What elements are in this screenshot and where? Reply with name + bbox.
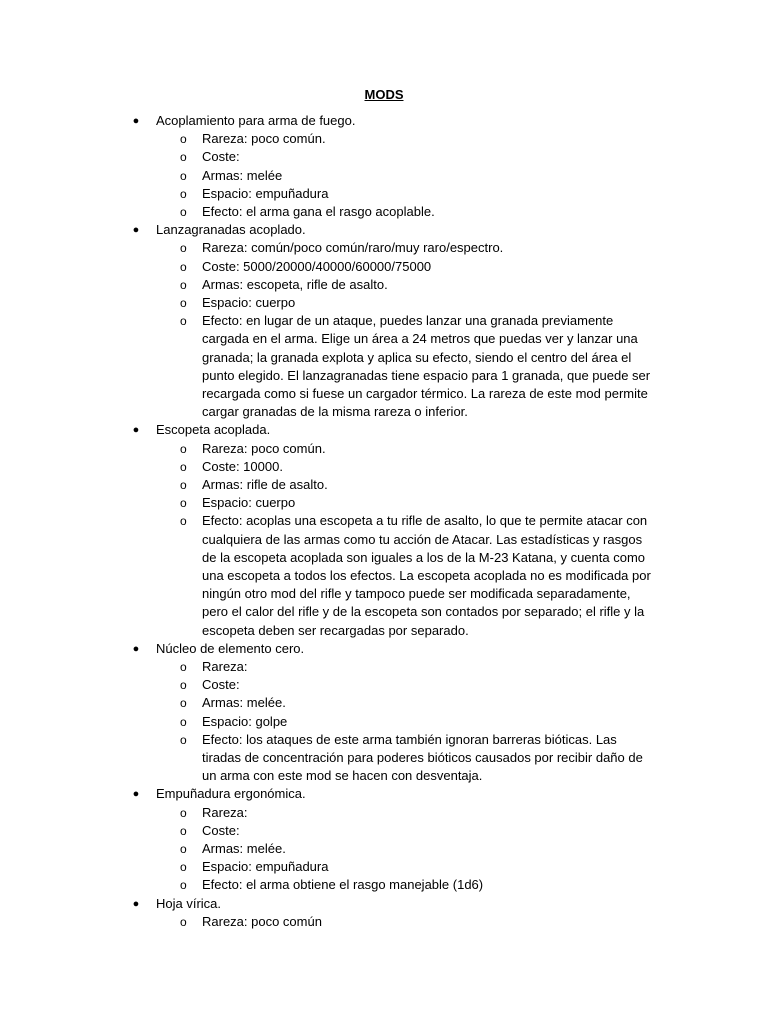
- mod-detail: [0, 512, 658, 639]
- mod-detail-text: Efecto: el arma gana el rasgo acoplable.: [202, 204, 435, 219]
- mod-detail: [0, 494, 658, 512]
- mod-detail-text: Rareza: poco común.: [202, 131, 326, 147]
- mod-detail: [0, 258, 658, 276]
- mod-detail-text: Efecto: en lugar de un ataque, puedes lanzar una granada previamente cargada en el arma. Elige un área a 24 metros que puedas ver y lanzar una granada; la granada explota y aplica su efecto, siendo el centro del área el punto elegido. El lanzagranadas tiene espacio para 1 granada, que puede ser recargada como si fuese un cargador térmico. La rareza de este mod permite cargar granadas de la misma rareza o inferior.: [202, 313, 651, 420]
- sub-bullet-icon: o: [180, 878, 187, 893]
- mod-detail: [0, 203, 658, 221]
- mod-detail: [0, 440, 658, 458]
- bullet-icon: ●: [132, 788, 140, 801]
- mod-detail: [0, 676, 658, 694]
- mod-detail: [0, 294, 658, 312]
- mod-entry: [0, 785, 768, 894]
- bullet-icon: ●: [132, 224, 140, 237]
- mod-entry: [0, 221, 768, 421]
- mod-detail-text: Espacio: cuerpo: [202, 295, 296, 310]
- sub-bullet-icon: o: [180, 459, 187, 474]
- mod-detail: [0, 185, 658, 203]
- mod-detail: [0, 658, 658, 676]
- mod-detail-text: Espacio: golpe: [202, 713, 288, 729]
- mod-name: Empuñadura ergonómica.: [156, 786, 306, 802]
- mod-detail: [0, 731, 658, 786]
- sub-bullet-icon: o: [180, 441, 187, 456]
- sub-bullet-icon: o: [180, 241, 187, 256]
- mod-detail: [0, 167, 658, 185]
- bullet-icon: ●: [132, 642, 140, 655]
- mod-detail: [0, 840, 658, 858]
- sub-bullet-icon: o: [180, 259, 187, 274]
- mod-name: Lanzagranadas acoplado.: [156, 222, 306, 238]
- mod-detail-text: Armas: melée.: [202, 695, 286, 711]
- mod-detail: [0, 148, 658, 166]
- mods-list: [0, 112, 768, 931]
- document-title: MODS: [364, 87, 404, 102]
- sub-bullet-icon: o: [180, 150, 187, 165]
- sub-bullet-icon: o: [180, 514, 187, 529]
- mod-detail-text: Armas: escopeta, rifle de asalto.: [202, 276, 388, 292]
- sub-bullet-icon: o: [180, 314, 187, 329]
- mod-detail-text: Rareza:: [202, 804, 248, 820]
- mod-detail-text: Rareza: poco común: [202, 913, 322, 929]
- mod-entry: [0, 112, 768, 221]
- sub-bullet-icon: o: [180, 132, 187, 147]
- mod-entry-header: [0, 895, 768, 913]
- mod-entry-header: [0, 640, 768, 658]
- mod-name: Acoplamiento para arma de fuego.: [156, 113, 356, 128]
- mod-name: Núcleo de elemento cero.: [156, 640, 305, 656]
- sub-bullet-icon: o: [180, 296, 187, 310]
- mod-detail-text: Rareza: común/poco común/raro/muy raro/espectro.: [202, 240, 504, 256]
- sub-bullet-icon: o: [180, 496, 187, 511]
- sub-bullet-icon: o: [180, 478, 187, 493]
- mod-detail: [0, 822, 658, 840]
- mod-detail-text: Coste:: [202, 822, 240, 838]
- sub-bullet-icon: o: [180, 805, 187, 820]
- mod-detail-text: Coste: 10000.: [202, 458, 283, 474]
- sub-bullet-icon: o: [180, 714, 187, 729]
- sub-bullet-icon: o: [180, 168, 187, 183]
- mod-entry-header: [0, 112, 768, 130]
- mod-detail: [0, 312, 658, 421]
- mod-detail: [0, 458, 658, 476]
- mod-detail-text: Armas: melée.: [202, 841, 286, 857]
- mod-detail-text: Rareza:: [202, 659, 248, 675]
- sub-bullet-icon: o: [180, 842, 187, 857]
- mod-detail-text: Coste:: [202, 677, 240, 693]
- bullet-icon: ●: [132, 115, 140, 127]
- mod-detail-text: Espacio: cuerpo: [202, 495, 296, 511]
- bullet-icon: ●: [132, 897, 140, 910]
- sub-bullet-icon: o: [180, 860, 187, 875]
- sub-bullet-icon: o: [180, 823, 187, 838]
- mod-detail-text: Armas: melée: [202, 167, 283, 183]
- mod-detail-text: Efecto: el arma obtiene el rasgo manejable (1d6): [202, 877, 484, 893]
- sub-bullet-icon: o: [180, 186, 187, 201]
- mod-detail-text: Espacio: empuñadura: [202, 859, 329, 875]
- mod-name: Hoja vírica.: [156, 895, 222, 911]
- mod-entry-header: [0, 785, 768, 803]
- mod-detail: [0, 476, 658, 494]
- mod-detail: [0, 694, 658, 712]
- mod-name: Escopeta acoplada.: [156, 422, 271, 438]
- mod-detail-text: Coste: 5000/20000/40000/60000/75000: [202, 258, 432, 274]
- mod-detail: [0, 858, 658, 876]
- mod-detail: [0, 276, 658, 294]
- mod-detail: [0, 913, 658, 931]
- sub-bullet-icon: o: [180, 696, 187, 711]
- sub-bullet-icon: o: [180, 678, 187, 693]
- mod-entry-header: [0, 421, 768, 439]
- mod-detail-text: Rareza: poco común.: [202, 440, 326, 456]
- mod-detail: [0, 876, 658, 894]
- mod-detail-text: Coste:: [202, 149, 240, 165]
- bullet-icon: ●: [132, 424, 140, 437]
- mod-detail: [0, 713, 658, 731]
- mod-entry: [0, 895, 768, 931]
- mod-detail-text: Efecto: acoplas una escopeta a tu rifle de asalto, lo que te permite atacar con cualquiera de las armas como tu acción de Atacar. Las estadísticas y rasgos de la escopeta acoplada son iguales a los de la M-23 Katana, y cuenta como una escopeta a todos los efectos. La escopeta acoplada no es modificada por ningún otro mod del rifle y tampoco puede ser modificada separadamente, pero el calor del rifle y de la escopeta son contados por separado; el rifle y la escopeta deben ser recargadas por separado.: [202, 513, 651, 638]
- sub-bullet-icon: o: [180, 205, 187, 219]
- mod-entry: [0, 640, 768, 786]
- sub-bullet-icon: o: [180, 732, 187, 747]
- mod-detail: [0, 239, 658, 257]
- sub-bullet-icon: o: [180, 277, 187, 292]
- mod-entry-header: [0, 221, 768, 239]
- sub-bullet-icon: o: [180, 914, 187, 929]
- mod-detail: [0, 130, 658, 148]
- sub-bullet-icon: o: [180, 660, 187, 675]
- mod-detail-text: Efecto: los ataques de este arma también ignoran barreras bióticas. Las tiradas de concentración para poderes bióticos causados por recibir daño de un arma con este mod se hacen con desventaja.: [202, 731, 643, 784]
- mod-detail-text: Armas: rifle de asalto.: [202, 477, 328, 493]
- mod-entry: [0, 421, 768, 639]
- mod-detail-text: Espacio: empuñadura: [202, 185, 329, 201]
- mod-detail: [0, 804, 658, 822]
